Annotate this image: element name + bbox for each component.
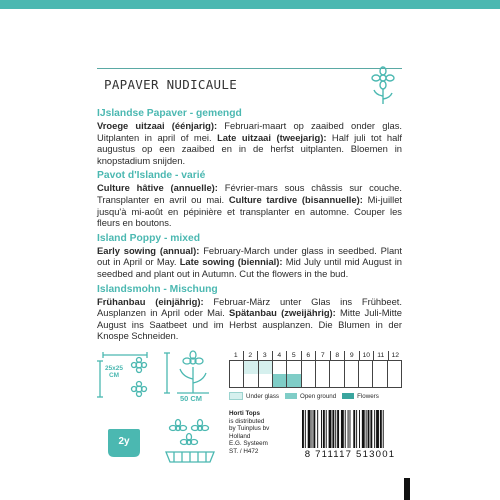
instruction-text: Half juli tot half augustus op een zaaibed en in de herfst uitplanten. Bloemen in knopstadium snijden. xyxy=(97,131,402,166)
under-glass-fill xyxy=(244,361,257,374)
barcode-bar xyxy=(337,410,339,448)
barcode-bar xyxy=(374,410,375,448)
instruction-text: Mid July until mid August in seedbed and plant out in Autumn. Cut the flowers in the bud. xyxy=(97,256,402,279)
barcode-bar xyxy=(332,410,334,448)
seedling-tray-icon xyxy=(160,414,220,466)
month-cell xyxy=(258,361,272,387)
under-glass-swatch xyxy=(229,392,243,400)
barcode xyxy=(300,410,402,450)
company-line: is distributed xyxy=(229,417,265,425)
instruction-text: February-March under glass in seedbed. Plant out in April or May. xyxy=(97,244,402,268)
barcode-bar xyxy=(321,410,322,448)
open-ground-swatch xyxy=(285,393,297,399)
month-number: 8 xyxy=(330,351,345,360)
barcode-bar xyxy=(312,410,313,448)
month-number: 6 xyxy=(301,351,316,360)
month-number: 12 xyxy=(388,351,403,360)
barcode-number: 8 711117 513001 xyxy=(304,449,396,460)
barcode-bar xyxy=(376,410,379,448)
barcode-bar xyxy=(345,410,346,448)
instruction-label: Vroege uitzaai (éénjarig): xyxy=(97,120,218,131)
instruction-text: Mi-juillet jusqu'à mi-août en pépinière et transplanter en automne. Couper les fleurs en boutons. xyxy=(97,193,403,229)
barcode-bar xyxy=(326,410,327,448)
month-cell xyxy=(243,361,257,387)
barcode-bar xyxy=(308,410,311,448)
legend-open-ground-label: Open ground xyxy=(300,392,337,400)
section-heading: IJslandse Papaver - gemengd xyxy=(97,108,242,119)
section-0 xyxy=(97,108,402,166)
calendar-months xyxy=(229,351,402,360)
barcode-bar xyxy=(350,410,351,448)
instruction-label: Culture tardive (bisannuelle): xyxy=(228,193,363,205)
instruction-label: Late uitzaai (tweejarig): xyxy=(217,131,327,143)
section-1 xyxy=(97,170,402,228)
legend-flowers-label: Flowers xyxy=(357,392,379,400)
instruction-label: Early sowing (annual): xyxy=(97,244,200,256)
biennial-badge-label: 2y xyxy=(118,436,130,447)
instruction-label: Frühanbau (einjährig): xyxy=(97,295,204,307)
instruction-label: Late sowing (biennial): xyxy=(179,256,283,268)
product-title: PAPAVER NUDICAULE xyxy=(104,77,238,92)
under-glass-fill xyxy=(259,361,272,374)
flower-icon xyxy=(365,66,401,106)
instruction-text: Février-mars sous châssis sur couche. Transplanter en avril ou mai. xyxy=(97,182,402,205)
barcode-bar xyxy=(341,410,344,448)
section-heading: Island Poppy - mixed xyxy=(97,232,200,244)
instruction-text: Mitte Juli-Mitte August ins Saatbeet und im Herbst ausplanzen. Die Blumen in der Knospe Schneiden. xyxy=(97,307,403,342)
barcode-bar xyxy=(366,410,367,448)
barcode-bar xyxy=(302,410,304,448)
legend-open-ground xyxy=(285,393,336,400)
top-accent-bar xyxy=(0,0,500,9)
company-line: ST. / H472 xyxy=(229,447,259,455)
legend-under-glass xyxy=(229,392,279,400)
month-cell xyxy=(315,361,329,387)
month-number: 2 xyxy=(243,351,258,360)
month-cell xyxy=(358,361,372,387)
barcode-bar xyxy=(359,410,360,448)
month-cell xyxy=(387,361,401,387)
month-number: 4 xyxy=(272,351,287,360)
section-3 xyxy=(97,284,402,342)
open-ground-fill xyxy=(287,374,300,387)
spacing-label xyxy=(104,365,124,379)
barcode-bar xyxy=(362,410,365,448)
barcode-bar xyxy=(335,410,336,448)
month-cell xyxy=(344,361,358,387)
barcode-bar xyxy=(329,410,332,448)
month-cell xyxy=(272,361,286,387)
instruction-label: Spätanbau (zweijährig): xyxy=(228,307,336,319)
month-cell xyxy=(301,361,315,387)
section-heading: Pavot d'Islande - varié xyxy=(97,170,206,182)
month-cell xyxy=(230,361,243,387)
description-block xyxy=(97,108,402,346)
barcode-bar xyxy=(317,410,318,448)
company-line: Holland xyxy=(229,432,251,440)
barcode-bar xyxy=(348,410,349,448)
barcode-bar xyxy=(353,410,355,448)
barcode-bar xyxy=(370,410,372,448)
month-cell xyxy=(372,361,386,387)
section-2 xyxy=(97,233,402,280)
sowing-calendar xyxy=(229,351,402,388)
barcode-bar xyxy=(368,410,370,448)
open-ground-fill xyxy=(273,374,286,387)
barcode-bar xyxy=(323,410,325,448)
barcode-bar xyxy=(305,410,306,448)
legend-under-glass-label: Under glass xyxy=(246,392,280,400)
month-number: 10 xyxy=(359,351,374,360)
black-edge-mark xyxy=(404,478,410,500)
section-text xyxy=(97,182,402,228)
barcode-bar xyxy=(380,410,382,448)
instruction-text: Februar-März unter Glas ins Frühbeet. Ausplanzen in April oder Mai. xyxy=(97,295,402,319)
company-line: by Tuinplus bv xyxy=(229,425,270,432)
month-cell xyxy=(329,361,343,387)
barcode-bar xyxy=(313,410,315,448)
spacing-value: 25x25 xyxy=(104,365,124,372)
height-label: 50 CM xyxy=(179,394,203,403)
spacing-unit: CM xyxy=(108,372,120,379)
calendar-grid xyxy=(229,360,402,388)
calendar-legend xyxy=(229,392,402,400)
legend-flowers xyxy=(342,393,379,400)
section-text xyxy=(97,245,402,280)
barcode-bar xyxy=(356,410,357,448)
barcode-bar xyxy=(383,410,384,448)
month-number: 7 xyxy=(315,351,330,360)
month-number: 3 xyxy=(257,351,272,360)
section-text xyxy=(97,296,402,342)
company-name: Horti Tops xyxy=(229,410,261,417)
section-heading: Islandsmohn - Mischung xyxy=(97,283,218,295)
section-text xyxy=(97,120,402,166)
flowers-swatch xyxy=(342,393,354,399)
distributor-info xyxy=(229,410,291,455)
month-number: 5 xyxy=(286,351,301,360)
month-number: 11 xyxy=(373,351,388,360)
month-cell xyxy=(286,361,300,387)
instruction-text: Februari-maart op zaaibed onder glas. Uitplanten in april of mei. xyxy=(97,120,402,143)
month-number: 1 xyxy=(233,352,238,359)
month-number: 9 xyxy=(344,351,359,360)
company-line: E.G. Systeem xyxy=(229,440,268,447)
instruction-label: Culture hâtive (annuelle): xyxy=(97,182,218,194)
